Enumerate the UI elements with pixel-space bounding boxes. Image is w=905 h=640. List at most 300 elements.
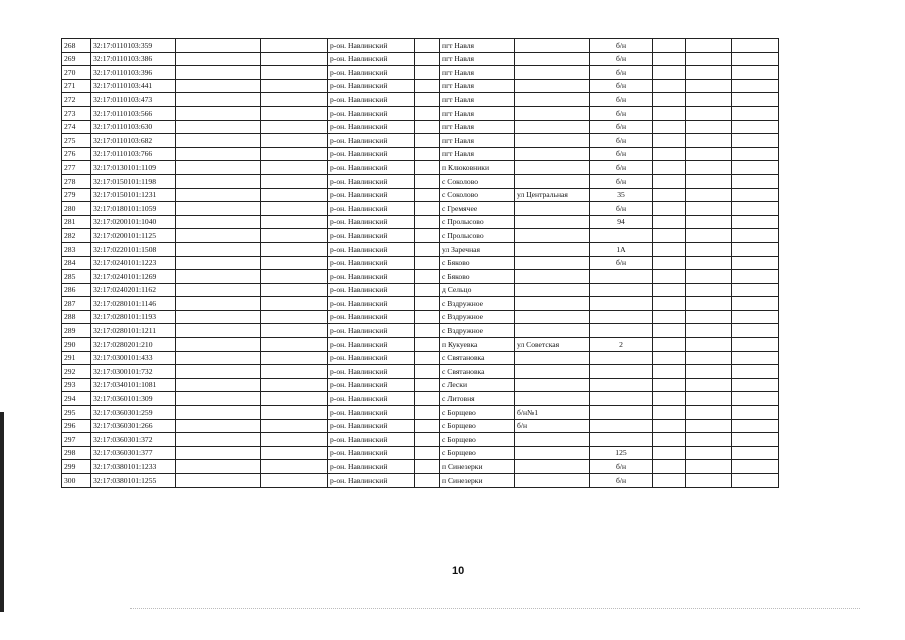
cell-street [515,229,590,243]
cell-district: р-он. Навлинский [328,324,415,338]
table-row [62,446,779,460]
cell-house [590,365,653,379]
cell-n: 269 [62,52,91,66]
cell-empty [653,433,686,447]
cell-house: б/н [590,147,653,161]
cell-house [590,351,653,365]
cell-empty [261,378,328,392]
cell-cad: 32:17:0110103:441 [91,79,176,93]
cell-empty [176,174,261,188]
cell-district: р-он. Навлинский [328,378,415,392]
cell-empty [415,66,440,80]
cell-house [590,406,653,420]
cell-n: 297 [62,433,91,447]
cell-locality: с Бяково [440,256,515,270]
cell-empty [415,229,440,243]
table-row [62,378,779,392]
cell-cad: 32:17:0300101:433 [91,351,176,365]
cell-cad: 32:17:0380101:1233 [91,460,176,474]
cell-cad: 32:17:0150101:1198 [91,174,176,188]
cell-empty [653,52,686,66]
cell-street [515,270,590,284]
cell-street: ул Центральная [515,188,590,202]
cell-district: р-он. Навлинский [328,93,415,107]
cell-street [515,147,590,161]
cell-house [590,419,653,433]
cell-empty [686,106,732,120]
cell-empty [261,256,328,270]
cell-empty [261,338,328,352]
cell-n: 291 [62,351,91,365]
cell-locality: с Святановка [440,365,515,379]
cell-n: 282 [62,229,91,243]
cell-empty [653,188,686,202]
cell-n: 293 [62,378,91,392]
cell-empty [686,378,732,392]
cell-empty [686,120,732,134]
cell-n: 268 [62,39,91,53]
cell-n: 284 [62,256,91,270]
cell-empty [415,351,440,365]
cell-n: 275 [62,134,91,148]
cell-empty [261,242,328,256]
table-row [62,460,779,474]
cell-n: 286 [62,283,91,297]
cell-empty [686,52,732,66]
cell-street [515,256,590,270]
cell-street [515,93,590,107]
cell-street [515,351,590,365]
cell-empty [686,147,732,161]
cell-empty [686,93,732,107]
cell-street [515,174,590,188]
cell-empty [176,120,261,134]
table-row [62,202,779,216]
cell-locality: с Гремячее [440,202,515,216]
cell-empty [732,297,779,311]
cell-locality: пгт Навля [440,93,515,107]
cell-empty [732,270,779,284]
cell-locality: с Вздружное [440,310,515,324]
cell-cad: 32:17:0130101:1109 [91,161,176,175]
cell-empty [732,229,779,243]
cell-cad: 32:17:0110103:766 [91,147,176,161]
cell-district: р-он. Навлинский [328,365,415,379]
cell-empty [261,406,328,420]
cell-empty [653,106,686,120]
cell-street [515,79,590,93]
cell-empty [415,338,440,352]
cell-district: р-он. Навлинский [328,283,415,297]
cell-n: 281 [62,215,91,229]
table-row [62,310,779,324]
cell-house [590,378,653,392]
cell-district: р-он. Навлинский [328,215,415,229]
table-row [62,188,779,202]
cell-empty [686,215,732,229]
cell-empty [653,474,686,488]
cell-street [515,134,590,148]
table-row [62,324,779,338]
cell-locality: с Пролысово [440,229,515,243]
cell-n: 294 [62,392,91,406]
cell-empty [176,39,261,53]
cell-empty [261,283,328,297]
cell-empty [261,93,328,107]
cell-empty [261,52,328,66]
cell-locality: п Клюковники [440,161,515,175]
table-row [62,134,779,148]
cell-empty [732,215,779,229]
cell-empty [261,229,328,243]
cell-empty [686,324,732,338]
cell-empty [686,297,732,311]
cell-empty [415,419,440,433]
cell-empty [653,419,686,433]
cell-cad: 32:17:0280201:210 [91,338,176,352]
cell-empty [732,446,779,460]
cell-empty [686,39,732,53]
cell-empty [653,351,686,365]
cell-empty [732,161,779,175]
cell-empty [261,106,328,120]
cell-empty [653,392,686,406]
table-row [62,147,779,161]
cell-empty [653,283,686,297]
scan-edge-mark [0,412,4,612]
cell-house [590,283,653,297]
table-row [62,174,779,188]
cell-empty [415,106,440,120]
cell-empty [176,256,261,270]
cell-empty [415,39,440,53]
cell-empty [732,242,779,256]
cell-empty [176,229,261,243]
cell-n: 279 [62,188,91,202]
table-row [62,419,779,433]
cell-district: р-он. Навлинский [328,256,415,270]
cell-cad: 32:17:0110103:359 [91,39,176,53]
cell-n: 295 [62,406,91,420]
cell-district: р-он. Навлинский [328,229,415,243]
cell-cad: 32:17:0360301:377 [91,446,176,460]
cell-empty [686,406,732,420]
cell-street [515,66,590,80]
cell-empty [653,120,686,134]
cell-locality: д Сельцо [440,283,515,297]
cell-empty [261,202,328,216]
cell-cad: 32:17:0220101:1508 [91,242,176,256]
cell-empty [653,174,686,188]
cell-cad: 32:17:0110103:386 [91,52,176,66]
cell-empty [261,446,328,460]
cell-empty [261,66,328,80]
cell-empty [732,310,779,324]
cell-district: р-он. Навлинский [328,270,415,284]
cell-house: б/н [590,106,653,120]
cell-empty [686,433,732,447]
table-row [62,270,779,284]
cell-empty [415,147,440,161]
cell-district: р-он. Навлинский [328,406,415,420]
cell-empty [176,446,261,460]
cell-n: 287 [62,297,91,311]
cell-street [515,202,590,216]
cell-empty [415,161,440,175]
cell-house [590,324,653,338]
cell-n: 292 [62,365,91,379]
cell-house [590,433,653,447]
cell-house: б/н [590,66,653,80]
table-row [62,392,779,406]
cell-empty [261,419,328,433]
cell-empty [415,392,440,406]
cell-empty [415,433,440,447]
cell-cad: 32:17:0240201:1162 [91,283,176,297]
cell-cad: 32:17:0380101:1255 [91,474,176,488]
cell-empty [261,297,328,311]
table-row [62,297,779,311]
cell-empty [261,120,328,134]
cell-empty [415,446,440,460]
cell-house: б/н [590,120,653,134]
cell-district: р-он. Навлинский [328,147,415,161]
cell-locality: пгт Навля [440,120,515,134]
cell-locality: с Борщево [440,446,515,460]
cell-locality: с Соколово [440,174,515,188]
cell-street [515,297,590,311]
cell-district: р-он. Навлинский [328,106,415,120]
cell-locality: с Соколово [440,188,515,202]
cell-locality: п Кукуевка [440,338,515,352]
cell-empty [653,406,686,420]
cell-empty [686,392,732,406]
cell-empty [732,406,779,420]
cell-empty [732,106,779,120]
cell-street [515,324,590,338]
cell-empty [732,433,779,447]
cell-empty [732,365,779,379]
cell-empty [415,270,440,284]
cell-empty [732,188,779,202]
cell-empty [732,52,779,66]
cell-cad: 32:17:0110103:566 [91,106,176,120]
cell-empty [415,378,440,392]
cell-empty [415,202,440,216]
cell-empty [686,174,732,188]
cell-n: 283 [62,242,91,256]
cell-locality: пгт Навля [440,147,515,161]
cell-empty [261,147,328,161]
cell-house: б/н [590,474,653,488]
cell-empty [176,134,261,148]
cell-empty [653,378,686,392]
cell-empty [261,365,328,379]
cell-empty [653,66,686,80]
cell-n: 277 [62,161,91,175]
cell-cad: 32:17:0280101:1211 [91,324,176,338]
cell-empty [176,433,261,447]
cell-n: 298 [62,446,91,460]
cell-locality: пгт Навля [440,39,515,53]
cell-district: р-он. Навлинский [328,419,415,433]
cell-cad: 32:17:0180101:1059 [91,202,176,216]
cell-n: 271 [62,79,91,93]
cell-empty [176,66,261,80]
cell-empty [176,283,261,297]
cell-empty [176,310,261,324]
cell-empty [261,188,328,202]
table-row [62,52,779,66]
cell-empty [176,79,261,93]
cell-empty [261,161,328,175]
cell-empty [653,161,686,175]
cell-empty [653,297,686,311]
cell-house: б/н [590,52,653,66]
cell-empty [686,161,732,175]
cell-empty [176,297,261,311]
cell-cad: 32:17:0360301:266 [91,419,176,433]
table-row [62,229,779,243]
table-row [62,39,779,53]
cell-house: б/н [590,134,653,148]
cell-district: р-он. Навлинский [328,52,415,66]
cell-district: р-он. Навлинский [328,39,415,53]
cell-empty [176,106,261,120]
cell-empty [732,378,779,392]
cell-empty [415,365,440,379]
cell-locality: п Синезерки [440,460,515,474]
cell-house: 94 [590,215,653,229]
table-row [62,256,779,270]
cell-empty [653,460,686,474]
cell-empty [732,419,779,433]
cell-house [590,297,653,311]
cell-n: 270 [62,66,91,80]
cell-empty [176,93,261,107]
table-row [62,351,779,365]
cell-n: 289 [62,324,91,338]
cell-empty [261,310,328,324]
cell-cad: 32:17:0110103:630 [91,120,176,134]
cell-empty [732,202,779,216]
cell-empty [261,174,328,188]
cell-empty [732,256,779,270]
cell-cad: 32:17:0240101:1223 [91,256,176,270]
cell-empty [261,270,328,284]
cell-n: 300 [62,474,91,488]
cell-empty [732,39,779,53]
table-row [62,93,779,107]
cell-locality: с Бяково [440,270,515,284]
cell-empty [653,229,686,243]
cell-empty [686,134,732,148]
cell-empty [176,351,261,365]
cell-empty [415,283,440,297]
cell-empty [261,474,328,488]
cell-street [515,215,590,229]
cell-empty [176,419,261,433]
registry-table [61,38,779,488]
cell-cad: 32:17:0240101:1269 [91,270,176,284]
cell-locality: пгт Навля [440,66,515,80]
cell-empty [686,474,732,488]
cell-locality: с Лески [440,378,515,392]
cell-district: р-он. Навлинский [328,188,415,202]
cell-empty [686,460,732,474]
cell-cad: 32:17:0200101:1125 [91,229,176,243]
cell-locality: ул Заречная [440,242,515,256]
cell-district: р-он. Навлинский [328,134,415,148]
cell-cad: 32:17:0110103:396 [91,66,176,80]
cell-cad: 32:17:0300101:732 [91,365,176,379]
cell-empty [653,147,686,161]
cell-district: р-он. Навлинский [328,120,415,134]
cell-empty [732,283,779,297]
cell-empty [176,161,261,175]
cell-n: 296 [62,419,91,433]
cell-empty [653,256,686,270]
cell-empty [261,433,328,447]
cell-empty [176,365,261,379]
cell-locality: пгт Навля [440,79,515,93]
cell-n: 280 [62,202,91,216]
cell-house: 2 [590,338,653,352]
cell-empty [415,242,440,256]
table-row [62,242,779,256]
cell-empty [653,79,686,93]
cell-empty [415,474,440,488]
table-row [62,283,779,297]
cell-empty [653,93,686,107]
cell-empty [686,365,732,379]
cell-empty [653,134,686,148]
cell-locality: п Синезерки [440,474,515,488]
cell-house: б/н [590,174,653,188]
cell-district: р-он. Навлинский [328,433,415,447]
table-row [62,338,779,352]
cell-empty [176,215,261,229]
cell-empty [261,134,328,148]
cell-locality: с Пролысово [440,215,515,229]
cell-empty [686,283,732,297]
cell-empty [732,147,779,161]
cell-house [590,229,653,243]
cell-district: р-он. Навлинский [328,474,415,488]
cell-street [515,106,590,120]
cell-n: 273 [62,106,91,120]
table-row [62,365,779,379]
cell-house: 125 [590,446,653,460]
cell-cad: 32:17:0280101:1146 [91,297,176,311]
table-row [62,106,779,120]
cell-empty [415,256,440,270]
cell-house: б/н [590,202,653,216]
cell-empty [415,297,440,311]
cell-cad: 32:17:0360301:259 [91,406,176,420]
table-row [62,161,779,175]
cell-empty [176,202,261,216]
cell-empty [686,351,732,365]
cell-empty [732,174,779,188]
cell-n: 299 [62,460,91,474]
cell-empty [261,79,328,93]
cell-empty [732,474,779,488]
cell-empty [732,66,779,80]
cell-street [515,283,590,297]
cell-street [515,392,590,406]
cell-empty [415,120,440,134]
